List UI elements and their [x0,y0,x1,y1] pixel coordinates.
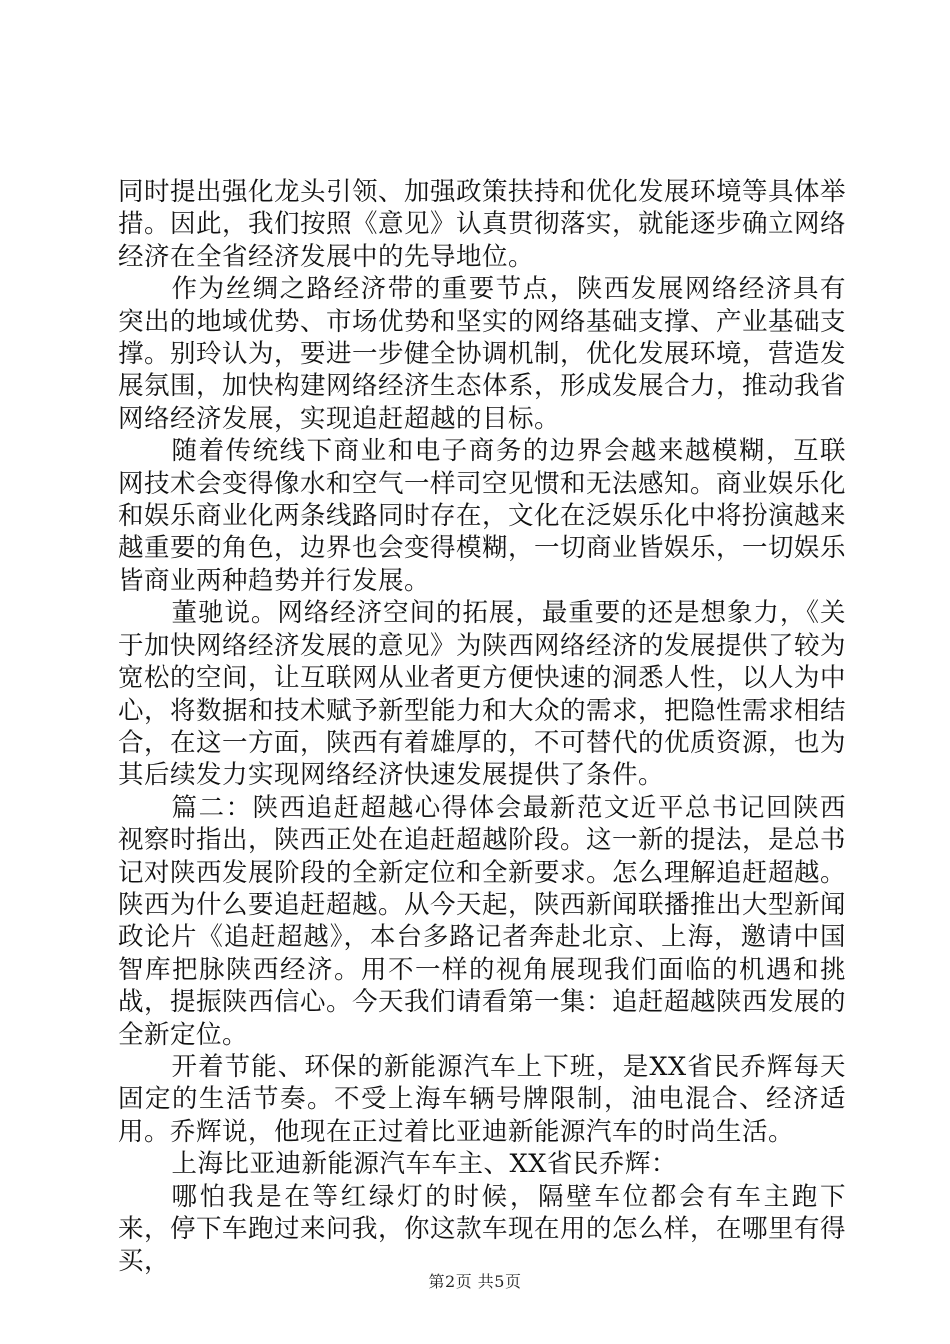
page-number: 第2页 共5页 [428,1272,522,1291]
paragraph-quote: 哪怕我是在等红绿灯的时候，隔壁车位都会有车主跑下来，停下车跑过来问我，你这款车现在用的怎么样，在哪里有得买， [118,1181,847,1277]
page-footer [0,1272,950,1292]
paragraph-silk-road: 作为丝绸之路经济带的重要节点，陕西发展网络经济具有突出的地域优势、市场优势和坚实的网络基础支撑、产业基础支撑。别玲认为，要进一步健全协调机制，优化发展环境，营造发展氛围，加快构建网络经济生态体系，形成发展合力，推动我省网络经济发展，实现追赶超越的目标。 [118,274,847,434]
document-body [118,176,846,1278]
paragraph-speaker-label: 上海比亚迪新能源汽车车主、XX省民乔辉： [171,1149,677,1180]
paragraph-continuation: 同时提出强化龙头引领、加强政策扶持和优化发展环境等具体举措。因此，我们按照《意见》认真贯彻落实，就能逐步确立网络经济在全省经济发展中的先导地位。 [118,177,847,272]
paragraph-commerce-boundary: 随着传统线下商业和电子商务的边界会越来越模糊，互联网技术会变得像水和空气一样司空见惯和无法感知。商业娱乐化和娱乐商业化两条线路同时存在，文化在泛娱乐化中将扮演越来越重要的角色，边界也会变得模糊，一切商业皆娱乐，一切娱乐皆商业两种趋势并行发展。 [118,436,847,596]
paragraph-dong-chi: 董驰说。网络经济空间的拓展，最重要的还是想象力，《关于加快网络经济发展的意见》为陕西网络经济的发展提供了较为宽松的空间，让互联网从业者更方便快速的洞悉人性，以人为中心，将数据和技术赋予新型能力和大众的需求，把隐性需求相结合，在这一方面，陕西有着雄厚的，不可替代的优质资源，也为其后续发力实现网络经济快速发展提供了条件。 [118,598,847,791]
paragraph-part-two: 篇二：陕西追赶超越心得体会最新范文近平总书记回陕西视察时指出，陕西正处在追赶超越阶段。这一新的提法，是总书记对陕西发展阶段的全新定位和全新要求。怎么理解追赶超越。陕西为什么要追赶超越。从今天起，陕西新闻联播推出大型新闻政论片《追赶超越》，本台多路记者奔赴北京、上海，邀请中国智库把脉陕西经济。用不一样的视角展现我们面临的机遇和挑战，提振陕西信心。今天我们请看第一集：追赶超越陕西发展的全新定位。 [118,792,847,1050]
paragraph-new-energy-car: 开着节能、环保的新能源汽车上下班，是XX省民乔辉每天固定的生活节奏。不受上海车辆号牌限制，油电混合、经济适用。乔辉说，他现在正过着比亚迪新能源汽车的时尚生活。 [118,1051,846,1147]
